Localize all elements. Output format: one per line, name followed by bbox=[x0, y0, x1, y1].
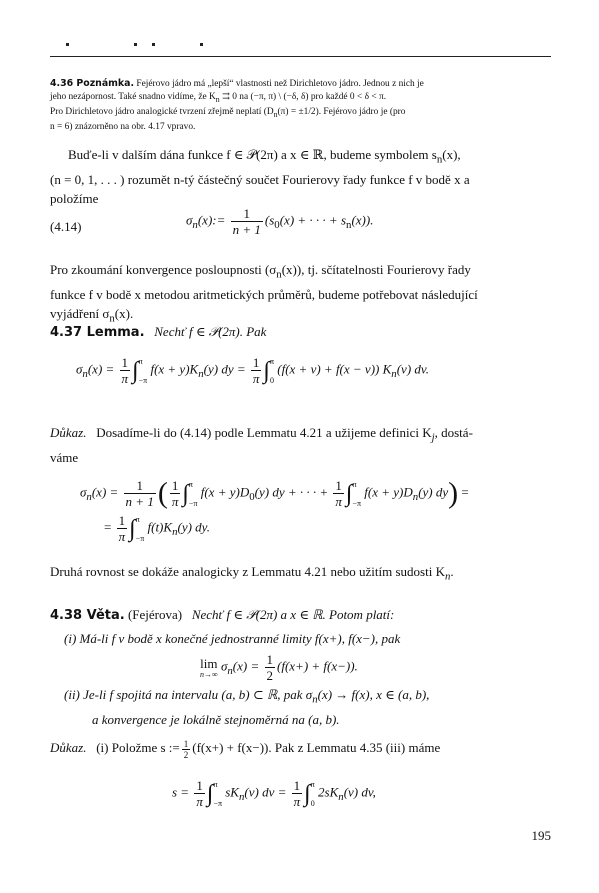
proof-line: váme bbox=[50, 449, 79, 465]
theorem-item-ii: (ii) Je-li f spojitá na intervalu (a, b) ⊂ ℝ, pak $\sigma_n(x) \to f(x)$, x ∈ (a, b), a konvergence je lokálně stejnoměrná na (a, b). bbox=[64, 687, 430, 727]
remark-line: (π) = ±1/2). Fejérovo jádro je (pro bbox=[277, 106, 406, 117]
lemma-text: Nechť f ∈ 𝒫(2π). Pak bbox=[154, 324, 267, 339]
proof-line: Dosadíme-li do (4.14) podle Lemmatu 4.21 a užijeme definici K bbox=[96, 425, 432, 440]
theorem-name: (Fejérova) bbox=[127, 607, 183, 622]
integral-sign: ∫ bbox=[132, 357, 139, 384]
header-mark bbox=[152, 43, 155, 46]
integral-sign: ∫ bbox=[206, 780, 214, 807]
paragraph: Buďe-li v dalším dána funkce f ∈ 𝒫(2π) a x ∈ ℝ, budeme symbolem $s_n(x)$, (n = 0, 1, . . . ) rozumět n-tý částečný součet Fourierovy řady funkce f v bodě x a položíme bbox=[50, 147, 470, 206]
integral-sign: ∫ bbox=[345, 480, 353, 507]
proof-line: (f(x+) + f(x−)). Pak z Lemmatu 4.35 (iii) máme bbox=[192, 740, 441, 755]
lemma-equation: $\sigma_n(x)$ = $\frac{1}{\pi}$ ∫ π −π $f(x + y)K_n(y)$ dy = $\frac{1}{\pi}$ ∫ π 0 (f(x + v) + f(x − v)) $K_n(v)$ dv. bbox=[76, 355, 429, 386]
equation-tag: (4.14) bbox=[50, 219, 82, 234]
remark-line: Pro Dirichletovo jádro analogické tvrzení zřejmě neplatí (D bbox=[50, 106, 274, 117]
paragraph-line: (x), bbox=[442, 147, 461, 162]
integral-sign: ∫ bbox=[182, 480, 189, 507]
theorem-label: 4.38 Věta. bbox=[50, 608, 125, 623]
header-mark bbox=[200, 43, 203, 46]
integral-sign: ∫ bbox=[129, 515, 136, 542]
paragraph-line: položíme bbox=[50, 190, 99, 206]
lemma-heading bbox=[50, 322, 266, 342]
theorem-heading bbox=[50, 605, 394, 625]
proof: Důkaz. (i) Položme s := $\frac{1}{2}$ (f(x+) + f(x−)). Pak z Lemmatu 4.35 (iii) máme bbox=[50, 738, 441, 760]
proof-label: Důkaz. bbox=[50, 740, 87, 755]
proof: Důkaz. Dosadíme-li do (4.14) podle Lemmatu 4.21 a užijeme definici $K_j$, dostá- váme bbox=[50, 425, 473, 465]
paragraph-line: funkce f v bodě x metodou aritmetických průměrů, budeme potřebovat následující bbox=[50, 286, 478, 302]
proof-label: Důkaz. bbox=[50, 425, 87, 440]
theorem-equation: lim n→∞ $\sigma_n(x)$ = $\frac{1}{2}$ (f(x+) + f(x−)). bbox=[200, 652, 358, 683]
integral-sign: ∫ bbox=[263, 357, 270, 384]
remark-line: Fejérovo jádro má „lepší“ vlastnosti než Dirichletovo jádro. Jednou z nich je bbox=[136, 79, 424, 89]
remark-block: 4.36 Poznámka. Fejérovo jádro má „lepší“ vlastnosti než Dirichletovo jádro. Jednou z nich je jeho nezápornost. Také snadno vidíme, že $K_n$ ⇉ 0 na (−π, π) \ (−δ, δ) pro každé 0 < δ < π. Pro Dirichletovo jádro analogické tvrzení zřejmě neplatí $(D_n(\pi) = \pm 1/2)$. Fejérovo jádro je (pro n = 6) znázorněno na obr. 4.17 vpravo. bbox=[50, 78, 424, 132]
proof-equation-1: $\sigma_n(x)$ = $\frac{1}{n + 1}$ ( $\frac{1}{\pi}$ ∫ π −π $f(x + y)D_0(y)$ dy + · · · + $\frac{1}{\pi}$ ∫ π −π $f(x + y)D_n(y)$ dy) = bbox=[80, 476, 469, 510]
paragraph-line: (x)), tj. sčítatelnosti Fourierovy řady bbox=[281, 262, 471, 277]
proof-line: (i) Položme s := bbox=[96, 740, 180, 755]
paragraph-line: (x). bbox=[114, 305, 134, 321]
paragraph: Pro zkoumání konvergence posloupnosti $(\sigma_n(x))$, tj. sčítatelnosti Fourierovy řady funkce f v bodě x metodou aritmetických průměrů, budeme potřebovat následující vyjádření $\sigma_n(x)$. bbox=[50, 262, 478, 325]
paragraph-line: (n = 0, 1, . . . ) rozumět n-tý částečný součet Fourierovy řady funkce f v bodě x a bbox=[50, 171, 470, 187]
lemma-label: 4.37 Lemma. bbox=[50, 325, 145, 340]
theorem-text: Nechť f ∈ 𝒫(2π) a x ∈ ℝ. Potom platí: bbox=[191, 607, 395, 622]
proof-equation-2: = $\frac{1}{\pi}$ ∫ π −π $f(t)K_n(y)$ dy. bbox=[104, 513, 210, 544]
remark-label: 4.36 Poznámka. bbox=[50, 78, 135, 89]
paragraph-line: Buďe-li v dalším dána funkce f ∈ 𝒫(2π) a x ∈ ℝ, budeme symbolem s bbox=[68, 147, 437, 162]
remark-line: ⇉ 0 na (−π, π) \ (−δ, δ) pro každé 0 < δ < π. bbox=[222, 92, 387, 102]
theorem-item-i: (i) Má-li f v bodě x konečné jednostranné limity f(x+), f(x−), pak bbox=[64, 631, 401, 646]
paragraph-line: vyjádření σ bbox=[50, 305, 110, 321]
page-number: 195 bbox=[531, 828, 551, 843]
proof-conclusion: Druhá rovnost se dokáže analogicky z Lemmatu 4.21 nebo užitím sudosti $K_n$. bbox=[50, 564, 454, 583]
fraction: $\frac{1}{n + 1}$ bbox=[232, 206, 261, 237]
integral-sign: ∫ bbox=[304, 780, 311, 807]
header-mark bbox=[66, 43, 69, 46]
equation-4-14: $\sigma_n(x):=$ $\frac{1}{n + 1}$ ($s_0(x)$ + · · · + $s_n(x)$). bbox=[186, 206, 374, 237]
proof-line: , dostá- bbox=[434, 425, 473, 440]
proof-equation-3: s = $\frac{1}{\pi}$ ∫ π −π $sK_n(v)$ dv = $\frac{1}{\pi}$ ∫ π 0 $2sK_n(v)$ dv, bbox=[172, 778, 376, 809]
remark-line: jeho nezápornost. Také snadno vidíme, že K bbox=[50, 92, 216, 102]
header-mark bbox=[134, 43, 137, 46]
remark-line: n = 6) znázorněno na obr. 4.17 vpravo. bbox=[50, 121, 196, 132]
paragraph-line: Pro zkoumání konvergence posloupnosti (σ bbox=[50, 262, 277, 277]
header-rule bbox=[50, 56, 551, 57]
